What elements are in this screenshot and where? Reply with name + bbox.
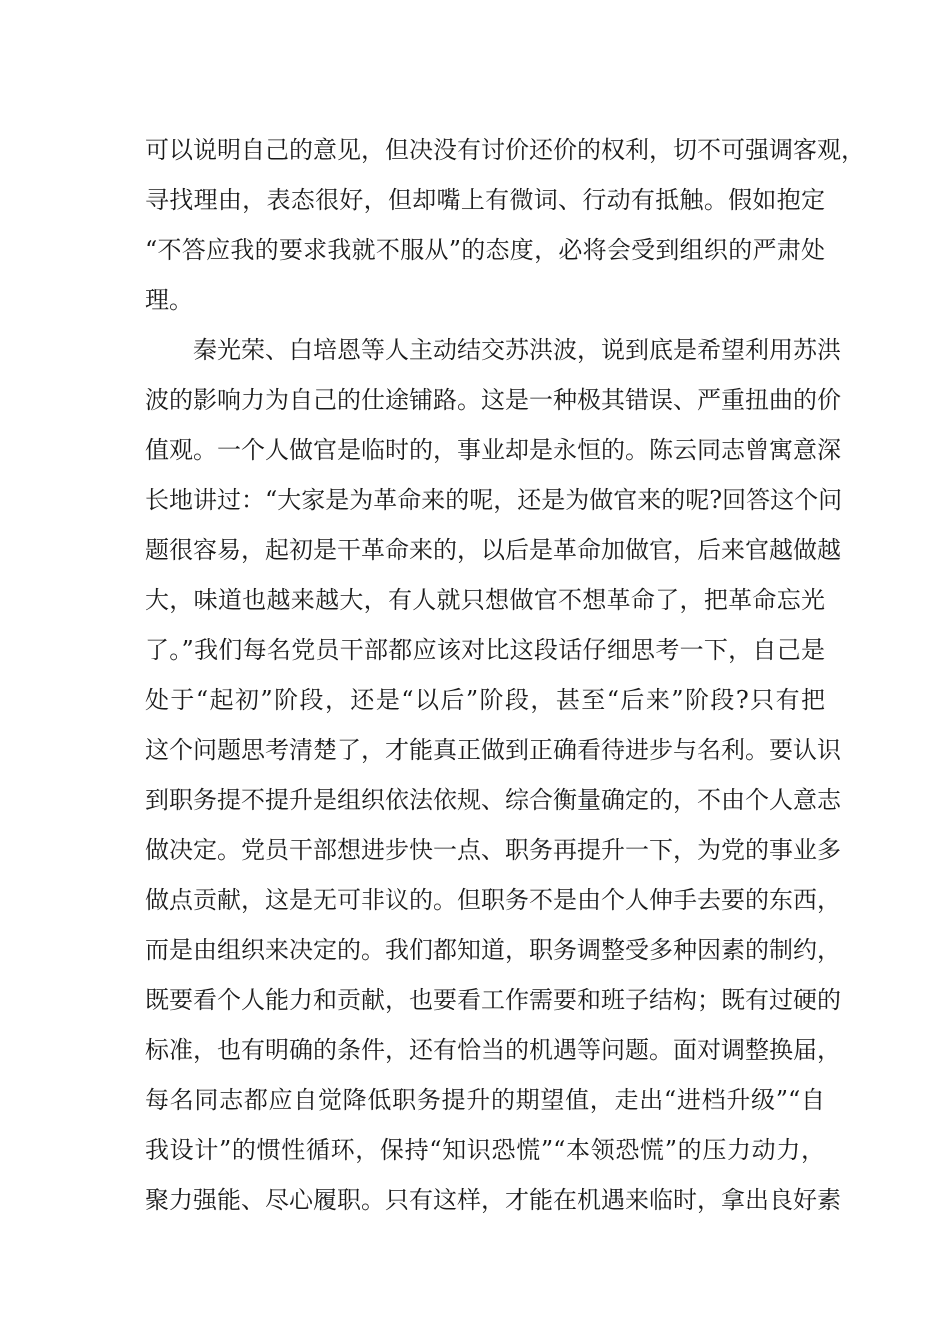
text-line: 每名同志都应自觉降低职务提升的期望值，走出“进档升级”“自 <box>145 1086 825 1114</box>
text-line: 大，味道也越来越大，有人就只想做官不想革命了，把革命忘光 <box>145 586 825 614</box>
text-line: 我设计”的惯性循环，保持“知识恐慌”“本领恐慌”的压力动力， <box>145 1136 825 1164</box>
text-line: 理。 <box>145 286 193 314</box>
text-line: 处于“起初”阶段，还是“以后”阶段，甚至“后来”阶段?只有把 <box>145 686 825 714</box>
text-line: 长地讲过：“大家是为革命来的呢，还是为做官来的呢?回答这个问 <box>145 486 843 514</box>
text-line: 这个问题思考清楚了，才能真正做到正确看待进步与名利。要认识 <box>145 736 841 764</box>
text-line: 了。”我们每名党员干部都应该对比这段话仔细思考一下，自己是 <box>145 636 825 664</box>
text-line: 既要看个人能力和贡献，也要看工作需要和班子结构；既有过硬的 <box>145 986 841 1014</box>
text-line: 到职务提不提升是组织依法依规、综合衡量确定的，不由个人意志 <box>145 786 841 814</box>
text-line: 标准，也有明确的条件，还有恰当的机遇等问题。面对调整换届， <box>145 1036 841 1064</box>
text-line: “不答应我的要求我就不服从”的态度，必将会受到组织的严肃处 <box>145 236 825 264</box>
text-line: 可以说明自己的意见，但决没有讨价还价的权利，切不可强调客观， <box>145 136 865 164</box>
text-line: 做点贡献，这是无可非议的。但职务不是由个人伸手去要的东西， <box>145 886 841 914</box>
text-line: 寻找理由，表态很好，但却嘴上有微词、行动有抵触。假如抱定 <box>145 186 825 214</box>
text-line: 聚力强能、尽心履职。只有这样，才能在机遇来临时，拿出良好素 <box>145 1186 841 1214</box>
text-line: 做决定。党员干部想进步快一点、职务再提升一下，为党的事业多 <box>145 836 841 864</box>
text-line: 值观。一个人做官是临时的，事业却是永恒的。陈云同志曾寓意深 <box>145 436 841 464</box>
paragraph-first-line: 秦光荣、白培恩等人主动结交苏洪波，说到底是希望利用苏洪 <box>193 336 841 364</box>
text-line: 而是由组织来决定的。我们都知道，职务调整受多种因素的制约， <box>145 936 841 964</box>
text-line: 题很容易，起初是干革命来的，以后是革命加做官，后来官越做越 <box>145 536 841 564</box>
text-line: 波的影响力为自己的仕途铺路。这是一种极其错误、严重扭曲的价 <box>145 386 841 414</box>
